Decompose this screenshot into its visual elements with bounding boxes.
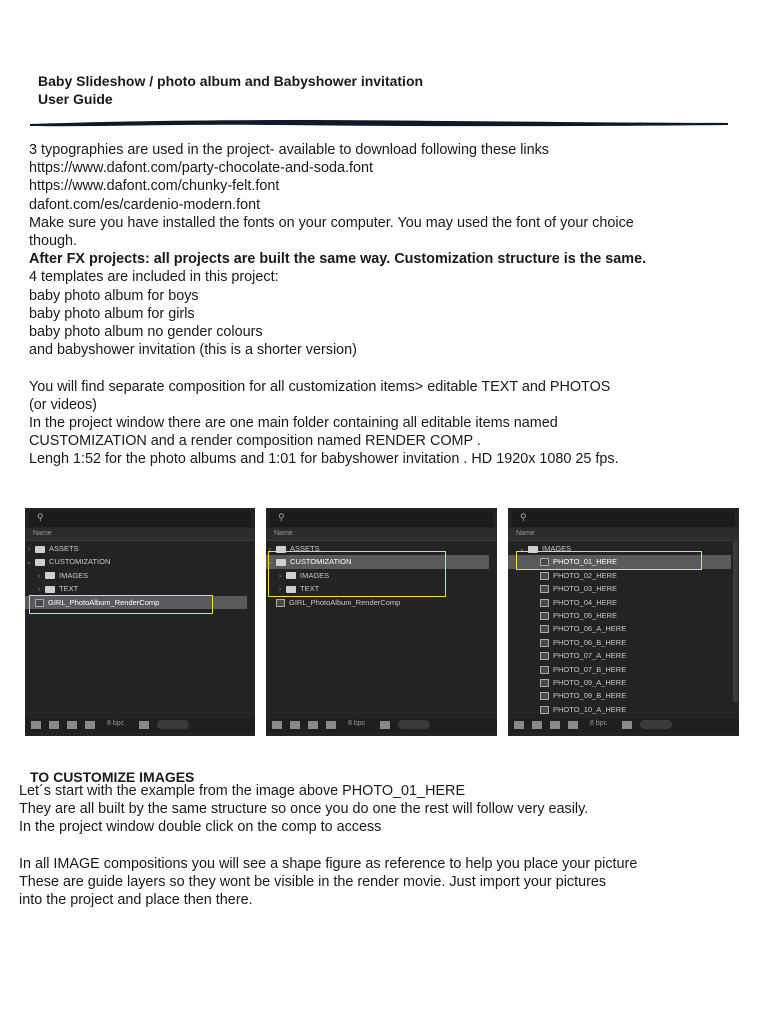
tree-item[interactable]: PHOTO_03_HERE xyxy=(508,582,731,595)
chevron-right-icon[interactable]: › xyxy=(37,586,41,594)
intro-section xyxy=(29,141,759,469)
name-column-label: Name xyxy=(516,530,535,537)
tree-item[interactable]: GIRL_PhotoAlbum_RenderComp xyxy=(266,596,489,609)
interpret-footage-icon[interactable] xyxy=(31,721,41,729)
composition-icon xyxy=(540,679,549,687)
tree-item[interactable]: ⌄ IMAGES xyxy=(508,542,731,555)
intro-line: Make sure you have installed the fonts on your computer. You may used the font of your choice xyxy=(29,214,634,231)
intro-line-bold: After FX projects: all projects are built the same way. Customization structure is the same. xyxy=(29,251,647,268)
customize-line: In the project window double click on the comp to access xyxy=(19,819,382,836)
tree-item[interactable]: PHOTO_09_B_HERE xyxy=(508,689,731,702)
project-panel-2 xyxy=(266,508,497,736)
tree-item-selected[interactable]: GIRL_PhotoAlbum_RenderComp xyxy=(25,596,247,609)
composition-icon xyxy=(276,599,285,607)
new-folder-icon[interactable] xyxy=(49,721,59,729)
scrollbar[interactable] xyxy=(733,542,738,702)
font-link-1[interactable]: https://www.dafont.com/party-chocolate-and-soda.font xyxy=(29,160,373,177)
tree-item[interactable]: › ASSETS xyxy=(266,542,489,555)
search-icon: ⚲ xyxy=(520,512,527,522)
composition-icon xyxy=(540,599,549,607)
search-icon: ⚲ xyxy=(278,512,285,522)
composition-icon xyxy=(540,625,549,633)
font-link-3[interactable]: dafont.com/es/cardenio-modern.font xyxy=(29,196,261,213)
tree-item[interactable]: PHOTO_02_HERE xyxy=(508,569,731,582)
trash-icon[interactable] xyxy=(380,721,390,729)
intro-line: You will find separate composition for all customization items> editable TEXT and PHOTOS xyxy=(29,378,611,395)
tree-item[interactable]: › TEXT xyxy=(266,582,489,595)
intro-line: In the project window there are one main folder containing all editable items named xyxy=(29,415,558,432)
chevron-right-icon[interactable]: › xyxy=(37,572,41,580)
search-icon: ⚲ xyxy=(37,512,44,522)
column-header xyxy=(508,528,739,541)
new-composition-icon[interactable] xyxy=(308,721,318,729)
thumbnail-slider[interactable] xyxy=(640,720,672,729)
column-header xyxy=(25,528,255,541)
blank-line xyxy=(29,359,759,377)
template-item: baby photo album for boys xyxy=(29,287,199,304)
thumbnail-slider[interactable] xyxy=(157,720,189,729)
new-folder-icon[interactable] xyxy=(290,721,300,729)
brush-divider xyxy=(28,118,730,127)
bit-depth-label[interactable]: 8 bpc xyxy=(590,720,608,727)
folder-icon xyxy=(45,586,55,593)
chevron-right-icon[interactable]: › xyxy=(27,546,31,553)
composition-icon xyxy=(540,692,549,700)
panel-footer xyxy=(266,718,497,732)
new-composition-icon[interactable] xyxy=(67,721,77,729)
thumbnail-slider[interactable] xyxy=(398,720,430,729)
search-field[interactable] xyxy=(29,511,251,526)
project-panel-1 xyxy=(25,508,255,736)
composition-icon xyxy=(540,585,549,593)
tree-item[interactable]: PHOTO_07_A_HERE xyxy=(508,649,731,662)
tree-item[interactable]: › IMAGES xyxy=(266,569,489,582)
tree-item[interactable]: PHOTO_05_HERE xyxy=(508,609,731,622)
trash-icon[interactable] xyxy=(622,721,632,729)
customize-section xyxy=(19,782,764,909)
tree-item[interactable]: PHOTO_06_A_HERE xyxy=(508,622,731,635)
tree-item[interactable]: › IMAGES xyxy=(25,569,247,582)
composition-icon xyxy=(540,652,549,660)
project-settings-icon[interactable] xyxy=(326,721,336,729)
template-item: and babyshower invitation (this is a shorter version) xyxy=(29,342,357,359)
highlight-box xyxy=(268,551,446,597)
chevron-right-icon[interactable]: › xyxy=(278,586,282,594)
section-heading: TO CUSTOMIZE IMAGES xyxy=(30,769,195,785)
project-settings-icon[interactable] xyxy=(568,721,578,729)
composition-icon xyxy=(540,612,549,620)
composition-icon xyxy=(540,666,549,674)
customize-line: In all IMAGE compositions you will see a shape figure as reference to help you place your picture xyxy=(19,855,638,872)
chevron-down-icon[interactable]: ⌄ xyxy=(267,559,273,567)
panel-footer xyxy=(508,718,739,732)
title-line-2: User Guide xyxy=(38,91,113,107)
bit-depth-label[interactable]: 8 bpc xyxy=(107,720,125,727)
name-column-label: Name xyxy=(33,530,52,537)
customize-line: These are guide layers so they wont be visible in the render movie. Just import your pictures xyxy=(19,874,607,890)
panel-footer xyxy=(25,718,255,732)
highlight-box xyxy=(29,595,213,614)
title-block xyxy=(38,72,423,108)
intro-line: though. xyxy=(29,233,78,250)
new-folder-icon[interactable] xyxy=(532,721,542,729)
template-item: baby photo album no gender colours xyxy=(29,324,263,341)
intro-line: Lengh 1:52 for the photo albums and 1:01 for babyshower invitation . HD 1920x 1080 25 fps. xyxy=(29,451,619,468)
customize-line: into the project and place then there. xyxy=(19,892,253,909)
search-field[interactable] xyxy=(270,511,493,526)
interpret-footage-icon[interactable] xyxy=(272,721,282,729)
project-settings-icon[interactable] xyxy=(85,721,95,729)
chevron-right-icon[interactable]: › xyxy=(268,546,272,553)
bit-depth-label[interactable]: 8 bpc xyxy=(348,720,366,727)
highlight-box xyxy=(516,551,702,570)
tree-item[interactable]: › TEXT xyxy=(25,582,247,595)
intro-line: CUSTOMIZATION and a render composition named RENDER COMP . xyxy=(29,433,481,450)
folder-icon xyxy=(35,559,45,566)
tree-item[interactable]: PHOTO_10_A_HERE xyxy=(508,703,731,716)
project-panel-3 xyxy=(508,508,739,736)
folder-icon xyxy=(45,572,55,579)
column-header xyxy=(266,528,497,541)
chevron-right-icon[interactable]: › xyxy=(278,572,282,580)
interpret-footage-icon[interactable] xyxy=(514,721,524,729)
tree-item[interactable]: › ASSETS xyxy=(25,542,247,555)
chevron-down-icon[interactable]: ⌄ xyxy=(519,546,525,553)
tree-item[interactable]: PHOTO_04_HERE xyxy=(508,596,731,609)
intro-line: (or videos) xyxy=(29,396,97,413)
intro-line: 3 typographies are used in the project- available to download following these links xyxy=(29,142,549,158)
title-line-1: Baby Slideshow / photo album and Babyshower invitation xyxy=(38,73,424,89)
tree-item[interactable]: PHOTO_06_B_HERE xyxy=(508,636,731,649)
intro-line: 4 templates are included in this project: xyxy=(29,269,279,286)
search-field[interactable] xyxy=(512,511,735,526)
customize-line: They are all built by the same structure so once you do one the rest will follow very easily. xyxy=(19,801,589,818)
composition-icon xyxy=(540,706,549,714)
tree-item[interactable]: PHOTO_09_A_HERE xyxy=(508,676,731,689)
template-item: baby photo album for girls xyxy=(29,305,195,322)
tree-item-selected[interactable]: ⌄ CUSTOMIZATION xyxy=(266,555,489,568)
composition-icon xyxy=(540,639,549,647)
customize-line: Let´s start with the example from the image above PHOTO_01_HERE xyxy=(19,783,466,799)
chevron-down-icon[interactable]: ⌄ xyxy=(26,559,32,567)
tree-item[interactable]: ⌄ CUSTOMIZATION xyxy=(25,555,247,568)
name-column-label: Name xyxy=(274,530,293,537)
folder-icon xyxy=(35,546,45,553)
trash-icon[interactable] xyxy=(139,721,149,729)
blank-line xyxy=(19,837,764,855)
composition-icon xyxy=(540,572,549,580)
new-composition-icon[interactable] xyxy=(550,721,560,729)
font-link-2[interactable]: https://www.dafont.com/chunky-felt.font xyxy=(29,178,280,195)
tree-item-selected[interactable]: PHOTO_01_HERE xyxy=(508,555,731,568)
tree-item[interactable]: PHOTO_07_B_HERE xyxy=(508,663,731,676)
